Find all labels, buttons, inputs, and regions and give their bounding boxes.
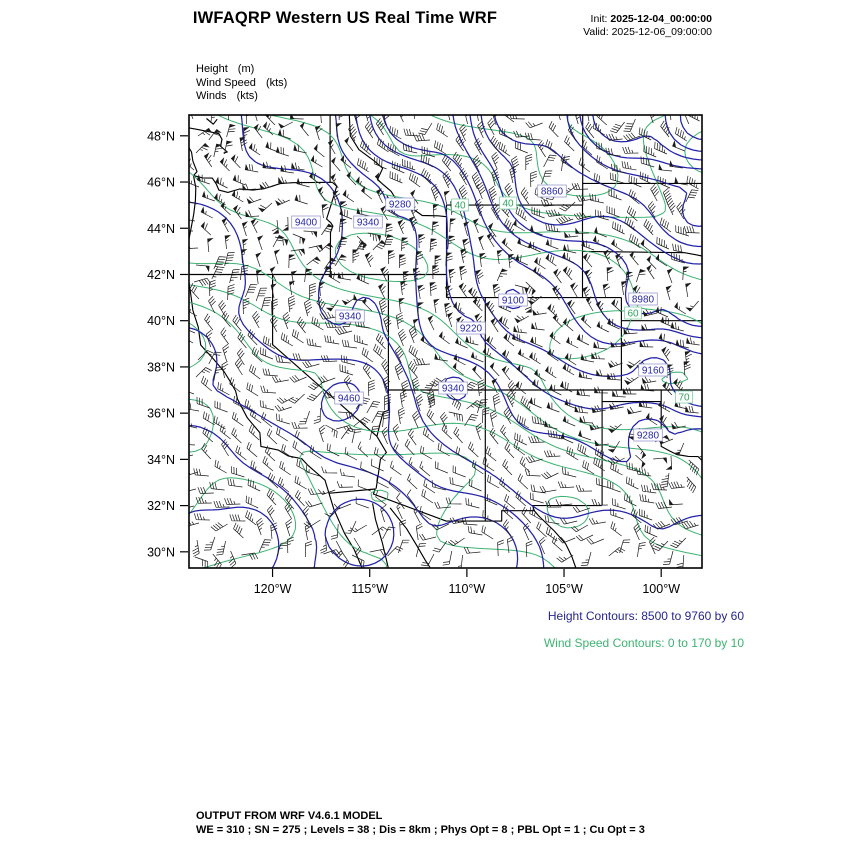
height-contour-label: 8980 (631, 294, 655, 306)
lat-tick-label: 30°N (147, 545, 175, 560)
lat-tick-label: 46°N (147, 175, 175, 190)
height-contour-label: 9460 (337, 393, 361, 405)
legend-unit: (kts) (265, 76, 288, 89)
valid-value: 2025-12-06_09:00:00 (611, 25, 712, 38)
legend-name: Wind Speed (196, 76, 256, 89)
height-contour-label: 9400 (294, 217, 318, 229)
lat-tick-label: 38°N (147, 360, 175, 375)
init-label: Init: (590, 13, 608, 25)
wind-speed-contour-label: 40 (454, 200, 466, 212)
lon-tick-label: 100°W (642, 582, 681, 596)
lon-tick-label: 120°W (253, 582, 292, 596)
legend-row-height (196, 63, 287, 77)
valid-time (583, 26, 712, 39)
height-contour-label: 8860 (540, 186, 564, 198)
lat-tick-label: 44°N (147, 221, 175, 236)
model-footer (196, 810, 645, 837)
lat-tick-label: 48°N (147, 129, 175, 144)
lat-tick-label: 42°N (147, 267, 175, 282)
height-contour-label: 9280 (388, 199, 412, 211)
footer-config-line: WE = 310 ; SN = 275 ; Levels = 38 ; Dis = 8km ; Phys Opt = 8 ; PBL Opt = 1 ; Cu Opt = 3 (196, 823, 645, 836)
valid-label: Valid: (583, 25, 609, 38)
page-title: IWFAQRP Western US Real Time WRF (192, 9, 498, 27)
lat-tick-label: 36°N (147, 406, 175, 421)
wind-speed-contour-label: 60 (627, 308, 639, 320)
lon-tick-label: 110°W (448, 582, 486, 596)
wind-speed-contour-label: 70 (678, 392, 690, 404)
init-time (583, 13, 712, 26)
height-contour-label: 9340 (356, 217, 380, 229)
wind-speed-contour-label: 40 (502, 198, 514, 210)
lon-tick-label: 105°W (545, 582, 583, 596)
legend-unit: (kts) (236, 90, 258, 102)
legend-row-windspeed (196, 77, 287, 91)
legend-unit: (m) (237, 63, 255, 75)
lat-tick-label: 32°N (147, 499, 175, 514)
run-times (583, 13, 712, 38)
windspeed-contour-note: Wind Speed Contours: 0 to 170 by 10 (543, 636, 744, 650)
legend-name: Height (196, 63, 228, 75)
variable-legend (196, 63, 287, 104)
lat-tick-label: 34°N (147, 452, 175, 467)
lat-tick-label: 40°N (147, 314, 175, 329)
height-contour-label: 9340 (338, 311, 362, 323)
lon-tick-label: 115°W (351, 582, 389, 596)
height-contour-note: Height Contours: 8500 to 9760 by 60 (547, 609, 744, 623)
footer-model-line: OUTPUT FROM WRF V4.6.1 MODEL (196, 810, 383, 822)
legend-row-winds (196, 90, 287, 104)
wind-barbs (176, 103, 714, 570)
height-contour-label: 9220 (459, 323, 483, 335)
init-value: 2025-12-04_00:00:00 (610, 13, 712, 25)
height-contour-label: 9340 (441, 383, 465, 395)
legend-name: Winds (196, 90, 227, 102)
height-contour-label: 9100 (501, 295, 525, 307)
height-contour-label: 9280 (636, 430, 660, 442)
height-contour-label: 9160 (641, 365, 665, 377)
